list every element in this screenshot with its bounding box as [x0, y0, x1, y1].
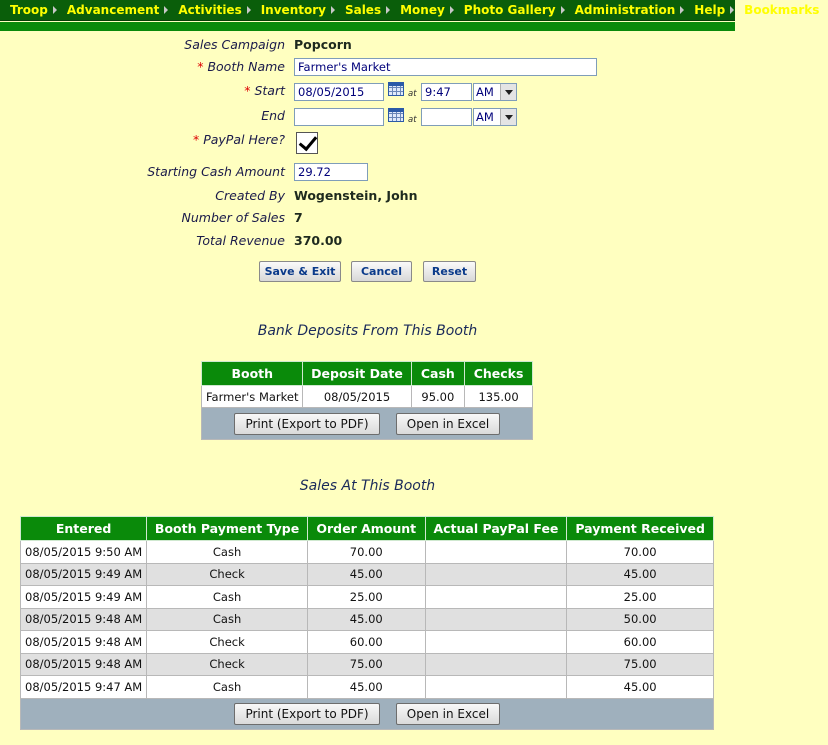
table-row — [21, 563, 714, 586]
entered-cell: 08/05/2015 9:49 AM — [21, 563, 147, 586]
deposits-title: Bank Deposits From This Booth — [257, 323, 478, 339]
order-amount-cell: 60.00 — [307, 631, 425, 654]
column-header[interactable]: Entered — [21, 517, 147, 541]
order-amount-cell: 45.00 — [307, 563, 425, 586]
booth-name-label: * Booth Name — [197, 59, 285, 74]
table-footer — [21, 698, 714, 729]
start-label: * Start — [244, 83, 285, 98]
number-of-sales-label: Number of Sales — [181, 210, 285, 225]
payment-received-cell: 25.00 — [567, 586, 714, 609]
column-header[interactable]: Actual PayPal Fee — [425, 517, 567, 541]
payment-type-cell: Cash — [147, 608, 308, 631]
payment-received-cell: 75.00 — [567, 653, 714, 676]
start-time-input[interactable] — [421, 83, 472, 101]
open-excel-button[interactable]: Open in Excel — [396, 703, 500, 725]
entered-cell: 08/05/2015 9:50 AM — [21, 541, 147, 564]
cancel-button[interactable]: Cancel — [351, 261, 412, 282]
paypal-fee-cell — [425, 653, 567, 676]
booth-name-input[interactable] — [294, 58, 597, 76]
paypal-label: * PayPal Here? — [192, 132, 285, 147]
start-ampm-select[interactable]: AM — [473, 83, 517, 101]
paypal-fee-cell — [425, 586, 567, 609]
table-row — [21, 608, 714, 631]
payment-received-cell: 45.00 — [567, 563, 714, 586]
end-time-input[interactable] — [421, 108, 472, 126]
deposit-booth-cell: Farmer's Market — [202, 386, 303, 408]
order-amount-cell: 45.00 — [307, 676, 425, 699]
paypal-fee-cell — [425, 608, 567, 631]
entered-cell: 08/05/2015 9:47 AM — [21, 676, 147, 699]
end-ampm-select[interactable]: AM — [473, 108, 517, 126]
at-label: at — [408, 115, 417, 125]
entered-cell: 08/05/2015 9:48 AM — [21, 608, 147, 631]
chevron-down-icon — [500, 84, 516, 100]
payment-type-cell: Check — [147, 563, 308, 586]
table-header-row — [21, 517, 714, 541]
paypal-fee-cell — [425, 631, 567, 654]
table-row — [202, 386, 533, 408]
column-header[interactable]: Cash — [411, 362, 465, 386]
nav-inventory[interactable]: Inventory — [251, 0, 335, 21]
starting-cash-label: Starting Cash Amount — [147, 164, 285, 179]
column-header[interactable]: Order Amount — [307, 517, 425, 541]
paypal-checkbox[interactable] — [296, 132, 318, 154]
table-footer-row — [21, 698, 714, 729]
campaign-value: Popcorn — [294, 37, 352, 52]
campaign-label: Sales Campaign — [184, 37, 285, 52]
nav-money[interactable]: Money — [390, 0, 454, 21]
column-header[interactable]: Payment Received — [567, 517, 714, 541]
payment-type-cell: Cash — [147, 541, 308, 564]
entered-cell: 08/05/2015 9:48 AM — [21, 653, 147, 676]
created-by-value: Wogenstein, John — [294, 188, 418, 203]
order-amount-cell: 75.00 — [307, 653, 425, 676]
table-header-row — [202, 362, 533, 386]
table-row — [21, 541, 714, 564]
save-exit-button[interactable]: Save & Exit — [259, 261, 341, 282]
start-date-input[interactable] — [294, 83, 384, 101]
table-row — [21, 653, 714, 676]
at-label: at — [408, 89, 417, 99]
nav-subbar — [0, 22, 735, 31]
top-nav — [0, 0, 820, 21]
nav-bookmarks[interactable]: Bookmarks — [744, 3, 820, 17]
total-revenue-label: Total Revenue — [196, 233, 285, 248]
deposit-date-cell: 08/05/2015 — [303, 386, 411, 408]
total-revenue-value: 370.00 — [294, 233, 343, 248]
end-label: End — [261, 108, 285, 123]
open-excel-button[interactable]: Open in Excel — [396, 413, 500, 435]
paypal-fee-cell — [425, 541, 567, 564]
nav-administration[interactable]: Administration — [565, 0, 685, 21]
print-pdf-button[interactable]: Print (Export to PDF) — [234, 703, 380, 725]
reset-button[interactable]: Reset — [423, 261, 476, 282]
nav-activities[interactable]: Activities — [168, 0, 250, 21]
table-row — [21, 676, 714, 699]
column-header[interactable]: Booth — [202, 362, 303, 386]
payment-received-cell: 70.00 — [567, 541, 714, 564]
entered-cell: 08/05/2015 9:48 AM — [21, 631, 147, 654]
nav-advancement[interactable]: Advancement — [57, 0, 169, 21]
nav-photo-gallery[interactable]: Photo Gallery — [454, 0, 565, 21]
order-amount-cell: 45.00 — [307, 608, 425, 631]
required-mark: * — [197, 59, 204, 74]
nav-sales[interactable]: Sales — [335, 0, 390, 21]
created-by-label: Created By — [215, 188, 285, 203]
paypal-fee-cell — [425, 563, 567, 586]
table-row — [21, 586, 714, 609]
required-mark: * — [192, 132, 200, 147]
nav-troop[interactable]: Troop — [0, 0, 57, 21]
entered-cell: 08/05/2015 9:49 AM — [21, 586, 147, 609]
required-mark: * — [244, 83, 251, 98]
payment-received-cell: 50.00 — [567, 608, 714, 631]
sales-title: Sales At This Booth — [299, 478, 436, 494]
calendar-icon[interactable] — [388, 108, 404, 122]
payment-received-cell: 60.00 — [567, 631, 714, 654]
deposit-checks-cell: 135.00 — [465, 386, 533, 408]
payment-received-cell: 45.00 — [567, 676, 714, 699]
table-footer — [202, 408, 533, 440]
chevron-down-icon — [500, 109, 516, 125]
deposit-cash-cell: 95.00 — [411, 386, 465, 408]
payment-type-cell: Cash — [147, 676, 308, 699]
table-footer-row — [202, 408, 533, 440]
order-amount-cell: 70.00 — [307, 541, 425, 564]
nav-help[interactable]: Help — [684, 0, 734, 21]
number-of-sales-value: 7 — [294, 210, 303, 225]
payment-type-cell: Check — [147, 653, 308, 676]
payment-type-cell: Cash — [147, 586, 308, 609]
starting-cash-input[interactable] — [294, 163, 368, 181]
deposits-table — [201, 361, 533, 440]
paypal-fee-cell — [425, 676, 567, 699]
sales-table — [20, 516, 714, 730]
payment-type-cell: Check — [147, 631, 308, 654]
table-row — [21, 631, 714, 654]
column-header[interactable]: Deposit Date — [303, 362, 411, 386]
column-header[interactable]: Booth Payment Type — [147, 517, 308, 541]
print-pdf-button[interactable]: Print (Export to PDF) — [234, 413, 380, 435]
end-date-input[interactable] — [294, 108, 384, 126]
calendar-icon[interactable] — [388, 82, 404, 96]
column-header[interactable]: Checks — [465, 362, 533, 386]
order-amount-cell: 25.00 — [307, 586, 425, 609]
